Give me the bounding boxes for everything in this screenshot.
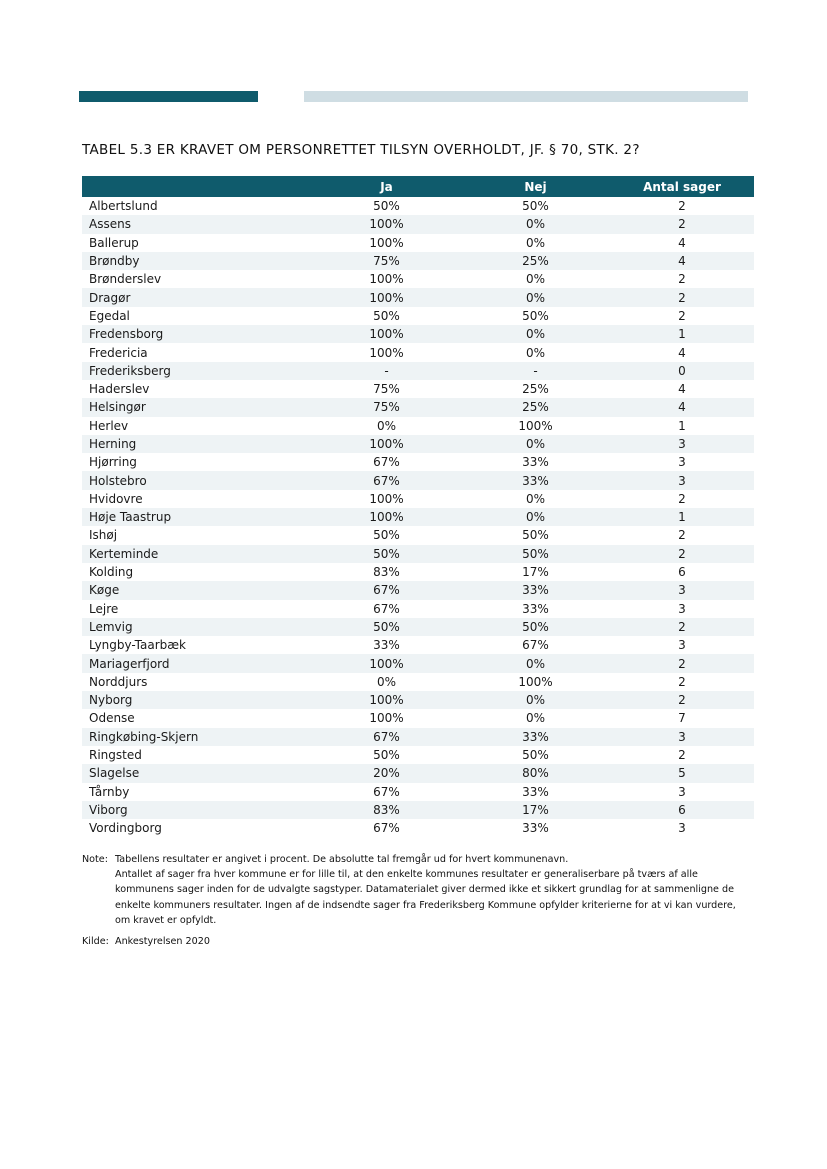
table-row xyxy=(82,746,754,764)
nej-cell: 25% xyxy=(461,398,610,416)
header-ja: Ja xyxy=(312,176,461,197)
nej-cell: 0% xyxy=(461,654,610,672)
antal-sager-cell: 3 xyxy=(678,455,686,470)
municipality-cell: Dragør xyxy=(82,288,312,306)
header-municipality xyxy=(82,176,312,197)
nej-cell: 33% xyxy=(522,784,549,799)
antal-sager-cell: 4 xyxy=(678,345,686,360)
ja-cell: 67% xyxy=(373,821,400,836)
table-row xyxy=(82,270,754,288)
table-row xyxy=(82,600,754,618)
municipality-cell: Albertslund xyxy=(89,199,158,214)
nej-cell: 67% xyxy=(522,638,549,653)
municipality-cell: Brøndby xyxy=(82,252,312,270)
municipality-cell: Egedal xyxy=(89,308,130,323)
municipality-cell: Hjørring xyxy=(89,455,137,470)
note-body xyxy=(115,852,754,928)
nej-cell: 80% xyxy=(461,764,610,782)
table-row xyxy=(82,508,754,526)
antal-sager-cell: 6 xyxy=(678,565,686,580)
table-body xyxy=(82,197,754,837)
municipality-cell: Fredensborg xyxy=(82,325,312,343)
nej-cell: 33% xyxy=(522,455,549,470)
antal-sager-cell: 3 xyxy=(678,784,686,799)
nej-cell: 0% xyxy=(461,508,610,526)
ja-cell: 83% xyxy=(373,565,400,580)
municipality-cell: Assens xyxy=(82,215,312,233)
antal-sager-cell: 4 xyxy=(678,382,686,397)
nej-cell: 0% xyxy=(461,325,610,343)
nej-cell: 0% xyxy=(525,272,546,287)
table-row xyxy=(82,343,754,361)
antal-sager-cell: 2 xyxy=(678,748,686,763)
table-row xyxy=(82,398,754,416)
antal-sager-cell: 2 xyxy=(610,545,754,563)
note-line-2: Antallet af sager fra hver kommune er for lille til, at den enkelte kommunes resultater er generaliserbare på tværs af alle kommunens sager inden for de udvalgte sagstyper. Datamaterialet giver dermed ikke et sikkert grundlag for at sammenligne de enkelte kommuners resultater. Ingen af de indsendte sager fra Frederiksberg Kommune opfylder kriterierne for at vi kan vurdere, om kravet er opfyldt. xyxy=(115,869,736,926)
nej-cell: 33% xyxy=(522,821,549,836)
nej-cell: 0% xyxy=(461,435,610,453)
ja-cell: 100% xyxy=(312,691,461,709)
nej-cell: 0% xyxy=(461,691,610,709)
antal-sager-cell: 4 xyxy=(610,398,754,416)
municipality-cell: Haderslev xyxy=(89,382,150,397)
ja-cell: 100% xyxy=(312,435,461,453)
antal-sager-cell: 2 xyxy=(610,618,754,636)
table-row xyxy=(82,783,754,801)
nej-cell: 0% xyxy=(461,215,610,233)
municipality-cell: Frederiksberg xyxy=(82,362,312,380)
ja-cell: 50% xyxy=(373,528,400,543)
antal-sager-cell: 2 xyxy=(678,674,686,689)
ja-cell: 75% xyxy=(312,252,461,270)
table-row xyxy=(82,563,754,581)
table-row xyxy=(82,490,754,508)
table-row xyxy=(82,691,754,709)
ja-cell: 75% xyxy=(312,398,461,416)
table-row xyxy=(82,709,754,727)
source-text: Ankestyrelsen 2020 xyxy=(115,936,210,948)
municipality-cell: Helsingør xyxy=(82,398,312,416)
antal-sager-cell: 3 xyxy=(610,435,754,453)
antal-sager-cell: 3 xyxy=(610,728,754,746)
ja-cell: 20% xyxy=(312,764,461,782)
antal-sager-cell: 2 xyxy=(678,272,686,287)
municipality-cell: Odense xyxy=(89,711,135,726)
ja-cell: - xyxy=(312,362,461,380)
antal-sager-cell: 6 xyxy=(610,801,754,819)
ja-cell: 50% xyxy=(373,748,400,763)
table-row xyxy=(82,197,754,215)
ja-cell: 0% xyxy=(376,418,397,433)
ja-cell: 33% xyxy=(373,638,400,653)
nej-cell: 0% xyxy=(525,235,546,250)
table-row xyxy=(82,417,754,435)
table-row xyxy=(82,526,754,544)
nej-cell: 25% xyxy=(522,382,549,397)
municipality-cell: Ishøj xyxy=(89,528,118,543)
ja-cell: 100% xyxy=(369,491,404,506)
table-row xyxy=(82,728,754,746)
municipality-cell: Køge xyxy=(82,581,312,599)
table-row xyxy=(82,234,754,252)
table-row xyxy=(82,545,754,563)
nej-cell: 17% xyxy=(522,565,549,580)
ja-cell: 0% xyxy=(376,674,397,689)
ja-cell: 100% xyxy=(369,345,404,360)
antal-sager-cell: 2 xyxy=(610,215,754,233)
municipality-cell: Brønderslev xyxy=(89,272,162,287)
ja-cell: 67% xyxy=(373,601,400,616)
nej-cell: 33% xyxy=(522,601,549,616)
nej-cell: 33% xyxy=(461,471,610,489)
table-row xyxy=(82,801,754,819)
ja-cell: 100% xyxy=(312,325,461,343)
municipality-cell: Fredericia xyxy=(89,345,148,360)
ja-cell: 67% xyxy=(312,728,461,746)
decorative-bar-light xyxy=(304,91,748,102)
municipality-cell: Nyborg xyxy=(82,691,312,709)
ja-cell: 100% xyxy=(312,215,461,233)
antal-sager-cell: 3 xyxy=(610,581,754,599)
table-row xyxy=(82,764,754,782)
nej-cell: 50% xyxy=(461,618,610,636)
results-table xyxy=(82,176,754,837)
antal-sager-cell: 7 xyxy=(678,711,686,726)
table-header-row xyxy=(82,176,754,197)
nej-cell: 33% xyxy=(461,581,610,599)
municipality-cell: Mariagerfjord xyxy=(82,654,312,672)
ja-cell: 67% xyxy=(373,784,400,799)
ja-cell: 83% xyxy=(312,801,461,819)
table-row xyxy=(82,654,754,672)
municipality-cell: Kerteminde xyxy=(82,545,312,563)
nej-cell: 50% xyxy=(522,199,549,214)
nej-cell: 0% xyxy=(525,711,546,726)
municipality-cell: Ringkøbing-Skjern xyxy=(82,728,312,746)
municipality-cell: Ringsted xyxy=(89,748,142,763)
antal-sager-cell: 3 xyxy=(678,601,686,616)
table-row xyxy=(82,453,754,471)
municipality-cell: Slagelse xyxy=(82,764,312,782)
municipality-cell: Kolding xyxy=(89,565,134,580)
municipality-cell: Herning xyxy=(82,435,312,453)
nej-cell: 50% xyxy=(461,545,610,563)
ja-cell: 100% xyxy=(312,508,461,526)
antal-sager-cell: 5 xyxy=(610,764,754,782)
table-row xyxy=(82,636,754,654)
municipality-cell: Herlev xyxy=(89,418,129,433)
antal-sager-cell: 4 xyxy=(678,235,686,250)
nej-cell: 50% xyxy=(522,308,549,323)
nej-cell: - xyxy=(461,362,610,380)
ja-cell: 67% xyxy=(312,471,461,489)
antal-sager-cell: 2 xyxy=(610,691,754,709)
municipality-cell: Ballerup xyxy=(89,235,139,250)
municipality-cell: Lyngby-Taarbæk xyxy=(89,638,186,653)
table-row xyxy=(82,362,754,380)
antal-sager-cell: 2 xyxy=(610,654,754,672)
table-row xyxy=(82,380,754,398)
nej-cell: 25% xyxy=(461,252,610,270)
header-nej: Nej xyxy=(461,176,610,197)
municipality-cell: Vordingborg xyxy=(89,821,162,836)
nej-cell: 17% xyxy=(461,801,610,819)
table-row xyxy=(82,471,754,489)
ja-cell: 67% xyxy=(312,581,461,599)
note xyxy=(82,852,754,928)
decorative-bar-dark xyxy=(79,91,258,102)
antal-sager-cell: 2 xyxy=(678,199,686,214)
source-label: Kilde: xyxy=(82,936,109,948)
antal-sager-cell: 3 xyxy=(610,471,754,489)
table-row xyxy=(82,215,754,233)
municipality-cell: Holstebro xyxy=(82,471,312,489)
notes-section xyxy=(82,852,754,949)
table-row xyxy=(82,288,754,306)
table-row xyxy=(82,618,754,636)
table-row xyxy=(82,252,754,270)
antal-sager-cell: 2 xyxy=(610,288,754,306)
ja-cell: 50% xyxy=(373,199,400,214)
header-antal-sager: Antal sager xyxy=(610,176,754,197)
municipality-cell: Hvidovre xyxy=(89,491,143,506)
municipality-cell: Lemvig xyxy=(82,618,312,636)
municipality-cell: Høje Taastrup xyxy=(82,508,312,526)
table-row xyxy=(82,325,754,343)
nej-cell: 0% xyxy=(461,288,610,306)
antal-sager-cell: 0 xyxy=(610,362,754,380)
nej-cell: 33% xyxy=(461,728,610,746)
antal-sager-cell: 1 xyxy=(678,418,686,433)
nej-cell: 50% xyxy=(522,528,549,543)
municipality-cell: Norddjurs xyxy=(89,674,148,689)
antal-sager-cell: 2 xyxy=(678,528,686,543)
antal-sager-cell: 1 xyxy=(610,325,754,343)
ja-cell: 100% xyxy=(369,272,404,287)
ja-cell: 100% xyxy=(369,711,404,726)
ja-cell: 50% xyxy=(312,545,461,563)
note-line-1: Tabellens resultater er angivet i procent. De absolutte tal fremgår ud for hvert kommunenavn. xyxy=(115,854,569,865)
source xyxy=(82,934,754,949)
antal-sager-cell: 2 xyxy=(678,308,686,323)
nej-cell: 100% xyxy=(518,418,553,433)
table-title: TABEL 5.3 ER KRAVET OM PERSONRETTET TILSYN OVERHOLDT, JF. § 70, STK. 2? xyxy=(82,142,640,158)
antal-sager-cell: 3 xyxy=(678,638,686,653)
municipality-cell: Viborg xyxy=(82,801,312,819)
ja-cell: 75% xyxy=(373,382,400,397)
ja-cell: 50% xyxy=(373,308,400,323)
table-row xyxy=(82,673,754,691)
municipality-cell: Lejre xyxy=(89,601,119,616)
table-row xyxy=(82,307,754,325)
table-row xyxy=(82,581,754,599)
nej-cell: 100% xyxy=(518,674,553,689)
ja-cell: 50% xyxy=(312,618,461,636)
note-label: Note: xyxy=(82,854,108,865)
antal-sager-cell: 4 xyxy=(610,252,754,270)
nej-cell: 0% xyxy=(525,345,546,360)
antal-sager-cell: 2 xyxy=(678,491,686,506)
antal-sager-cell: 3 xyxy=(678,821,686,836)
municipality-cell: Tårnby xyxy=(89,784,130,799)
ja-cell: 100% xyxy=(369,235,404,250)
ja-cell: 100% xyxy=(312,288,461,306)
antal-sager-cell: 1 xyxy=(610,508,754,526)
ja-cell: 67% xyxy=(373,455,400,470)
table-row xyxy=(82,819,754,837)
nej-cell: 0% xyxy=(525,491,546,506)
table-row xyxy=(82,435,754,453)
ja-cell: 100% xyxy=(312,654,461,672)
nej-cell: 50% xyxy=(522,748,549,763)
